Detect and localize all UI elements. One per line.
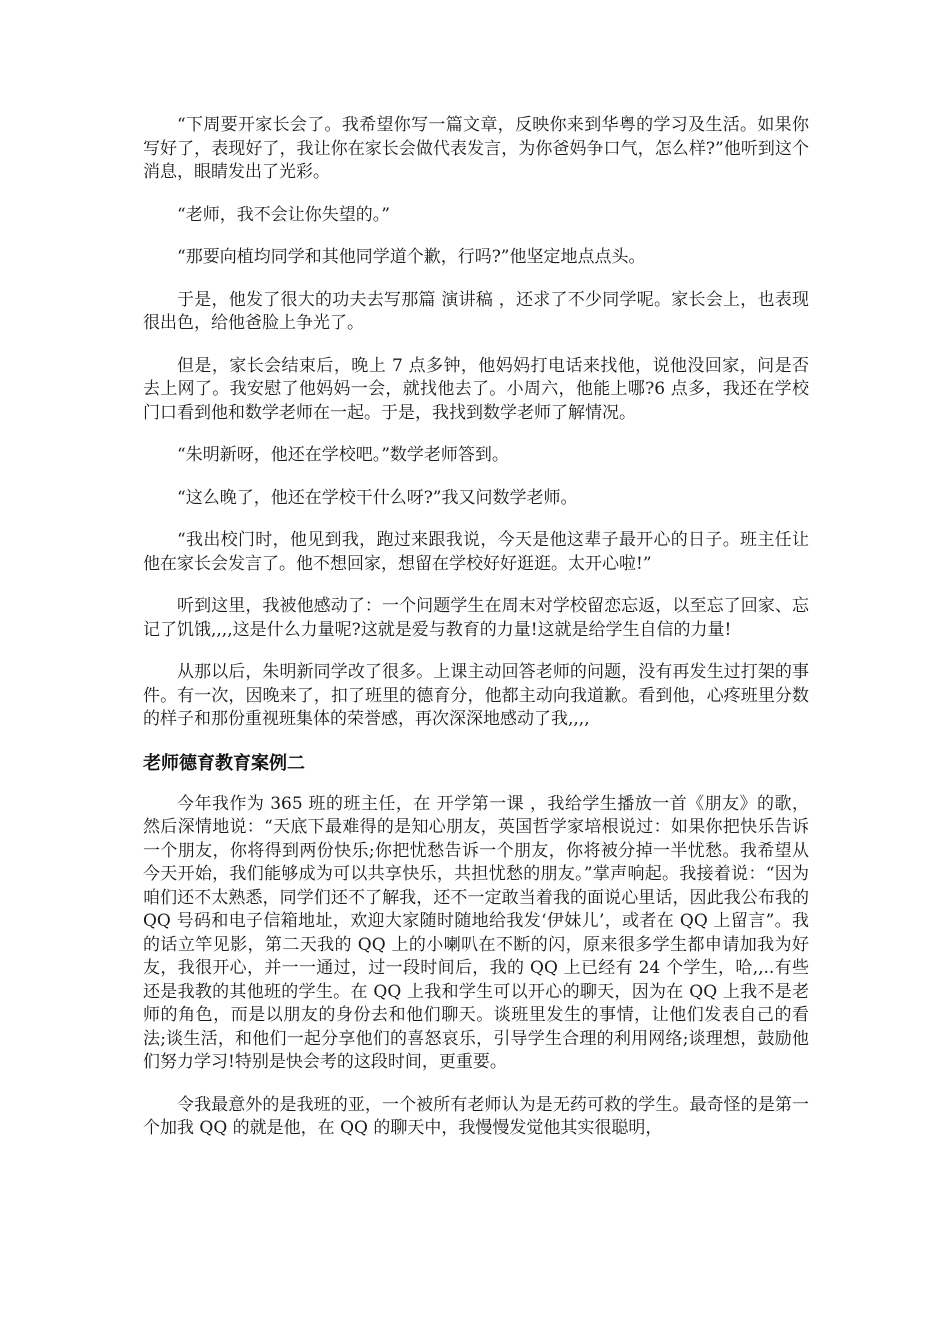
section-heading: 老师德育教育案例二 bbox=[143, 752, 305, 774]
paragraph: “那要向植均同学和其他同学道个歉，行吗?”他坚定地点点头。 bbox=[177, 247, 646, 267]
paragraph: “老师，我不会让你失望的。” bbox=[177, 204, 390, 225]
paragraph: 令我最意外的是我班的亚，一个被所有老师认为是无药可救的学生。最奇怪的是第一个加我 QQ 的就是他，在 QQ 的聊天中，我慢慢发觉他其实很聪明， bbox=[143, 1094, 809, 1138]
paragraph: “朱明新呀，他还在学校吧。”数学老师答到。 bbox=[177, 445, 509, 465]
paragraph: “我出校门时，他见到我，跑过来跟我说，今天是他这辈子最开心的日子。班主任让他在家长会发言了。他不想回家，想留在学校好好逛逛。太开心啦!” bbox=[143, 530, 809, 574]
paragraph: 但是，家长会结束后，晚上 7 点多钟，他妈妈打电话来找他，说他没回家，问是否去上网了。我安慰了他妈妈一会，就找他去了。小周六，他能上哪?6 点多，我还在学校门口看到他和数学老师在一起。于是，我找到数学老师了解情况。 bbox=[143, 355, 809, 423]
document-page bbox=[143, 114, 809, 1160]
paragraph: “下周要开家长会了。我希望你写一篇文章，反映你来到华粤的学习及生活。如果你写好了，表现好了，我让你在家长会做代表发言，为你爸妈争口气，怎么样?”他听到这个消息，眼睛发出了光彩。 bbox=[143, 115, 809, 182]
paragraph: 今年我作为 365 班的班主任，在 开学第一课 ，我给学生播放一首《朋友》的歌，然后深情地说：“天底下最难得的是知心朋友，英国哲学家培根说过：如果你把快乐告诉一个朋友，你将得到两份快乐;你把忧愁告诉一个朋友，你将被分掉一半忧愁。我希望从今天开始，我们能够成为可以共享快乐，共担忧愁的朋友。”掌声响起。我接着说：“因为咱们还不太熟悉，同学们还不了解我，还不一定敢当着我的面说心里话，因此我公布我的 QQ 号码和电子信箱地址，欢迎大家随时随地给我发‘伊妹儿’，或者在 QQ 上留言”。我的话立竿见影，第二天我的 QQ 上的小喇叭在不断的闪，原来很多学生都申请加我为好友，我很开心，并一一通过，过一段时间后，我的 QQ 上已经有 24 个学生，哈,,..有些还是我教的其他班的学生。在 QQ 上我和学生可以开心的聊天，因为在 QQ 上我不是老师的角色，而是以朋友的身份去和他们聊天。谈班里发生的事情，让他们发表自己的看法;谈生活，和他们一起分享他们的喜怒哀乐，引导学生合理的利用网络;谈理想，鼓励他们努力学习!特别是快会考的这段时间，更重要。 bbox=[143, 793, 809, 1072]
paragraph: “这么晚了，他还在学校干什么呀?”我又问数学老师。 bbox=[177, 487, 578, 508]
paragraph: 于是，他发了很大的功夫去写那篇 演讲稿 ，还求了不少同学呢。家长会上，也表现很出色，给他爸脸上争光了。 bbox=[143, 289, 809, 333]
paragraph: 听到这里，我被他感动了：一个问题学生在周末对学校留恋忘返，以至忘了回家、忘记了饥饿,,,,这是什么力量呢?这就是爱与教育的力量!这就是给学生自信的力量! bbox=[143, 596, 809, 640]
paragraph: 从那以后，朱明新同学改了很多。上课主动回答老师的问题，没有再发生过打架的事件。有一次，因晚来了，扣了班里的德育分，他都主动向我道歉。看到他，心疼班里分数的样子和那份重视班集体的荣誉感，再次深深地感动了我,,,, bbox=[143, 662, 809, 729]
